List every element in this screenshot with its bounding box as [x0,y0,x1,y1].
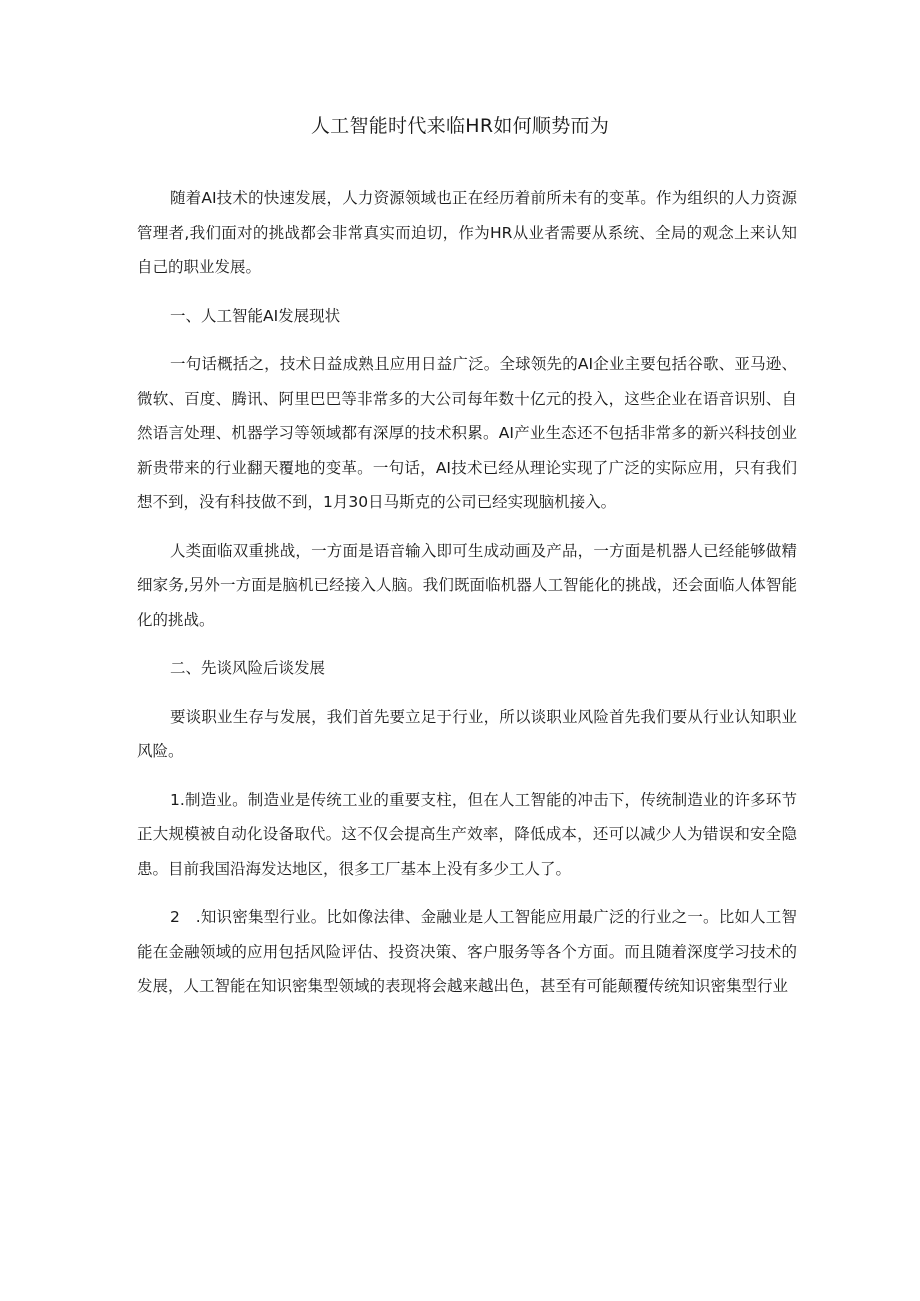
section-2-heading: 二、先谈风险后谈发展 [170,659,326,677]
section-2-paragraph-2: 1.制造业。制造业是传统工业的重要支柱，但在人工智能的冲击下，传统制造业的许多环节正大规模被自动化设备取代。这不仅会提高生产效率，降低成本，还可以减少人为错误和安全隐患。目前我国沿海发达地区，很多工厂基本上没有多少工人了。 [137,790,797,878]
document-title: 人工智能时代来临HR如何顺势而为 [310,115,610,137]
section-1-heading: 一、人工智能AI发展现状 [170,306,341,325]
section-2-paragraph-3: 2 .知识密集型行业。比如像法律、金融业是人工智能应用最广泛的行业之一。比如人工智能在金融领域的应用包括风险评估、投资决策、客户服务等各个方面。而且随着深度学习技术的发展，人工智能在知识密集型领域的表现将会越来越出色，甚至有可能颠覆传统知识密集型行业 [137,908,797,995]
document-body [137,181,797,1018]
section-1-paragraph-2: 人类面临双重挑战，一方面是语音输入即可生成动画及产品，一方面是机器人已经能够做精细家务,另外一方面是脑机已经接入人脑。我们既面临机器人工智能化的挑战，还会面临人体智能化的挑战。 [137,541,797,629]
intro-paragraph: 随着AI技术的快速发展，人力资源领域也正在经历着前所未有的变革。作为组织的人力资源管理者,我们面对的挑战都会非常真实而迫切，作为HR从业者需要从系统、全局的观念上来认知自己的职业发展。 [137,189,797,276]
section-2-paragraph-1: 要谈职业生存与发展，我们首先要立足于行业，所以谈职业风险首先我们要从行业认知职业风险。 [137,707,797,760]
section-1-paragraph-1: 一句话概括之，技术日益成熟且应用日益广泛。全球领先的AI企业主要包括谷歌、亚马逊、微软、百度、腾讯、阿里巴巴等非常多的大公司每年数十亿元的投入，这些企业在语音识别、自然语言处理、机器学习等领域都有深厚的技术积累。AI产业生态还不包括非常多的新兴科技创业新贵带来的行业翻天覆地的变革。一句话，AI技术已经从理论实现了广泛的实际应用，只有我们想不到，没有科技做不到，1月30日马斯克的公司已经实现脑机接入。 [137,355,797,511]
